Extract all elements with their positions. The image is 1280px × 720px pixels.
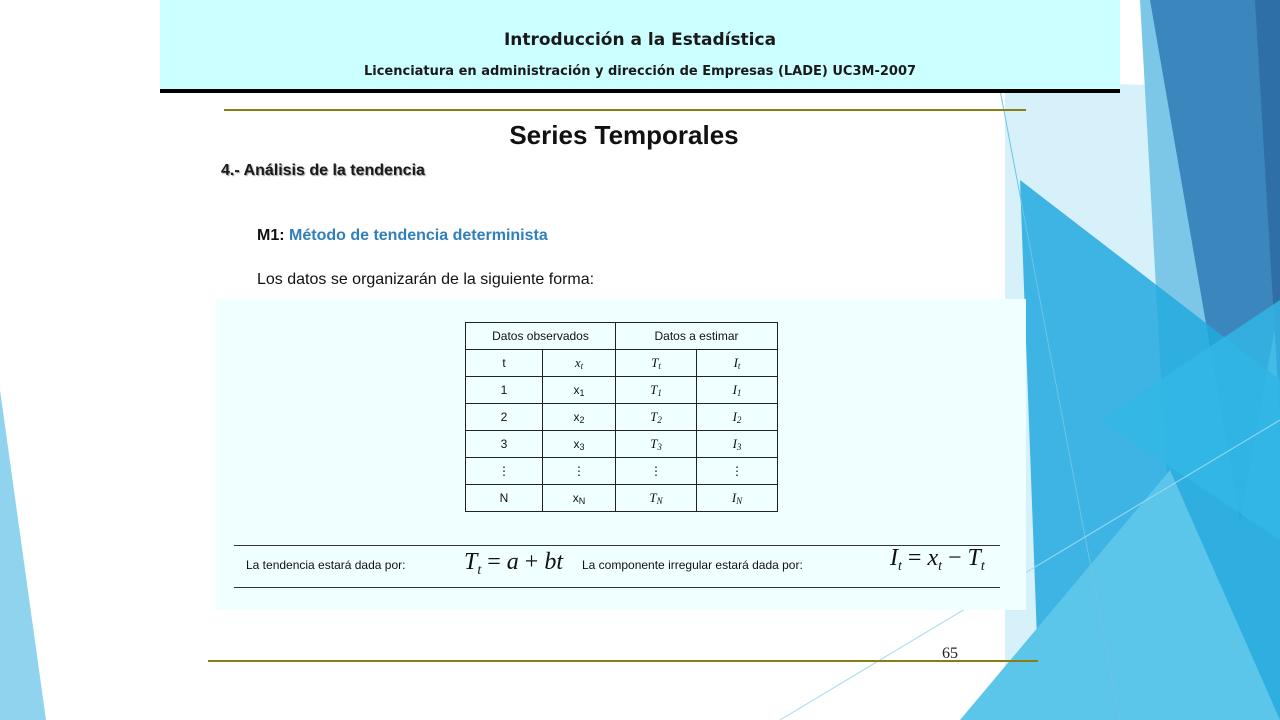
page-number: 65 — [942, 645, 958, 662]
section-heading: 4.- Análisis de la tendencia — [221, 162, 425, 179]
cell-irregular: $I_2$ — [697, 404, 778, 431]
cell-x: $x_N$ — [543, 485, 616, 512]
table-header-row — [466, 323, 778, 350]
header-rule — [160, 89, 1120, 93]
cell-irregular: $I_1$ — [697, 377, 778, 404]
left-edge-shape — [0, 390, 46, 720]
cell-vdots: ⋮ — [543, 458, 616, 485]
table-row — [466, 377, 778, 404]
formula-bottom-rule — [234, 587, 1000, 588]
symbol-irregular: $I_t$ — [697, 350, 778, 377]
trend-formula: $T_t = a$ + bt — [464, 549, 564, 578]
header-estimate: Datos a estimar — [616, 323, 778, 350]
cell-x: $x_3$ — [543, 431, 616, 458]
table-row — [466, 404, 778, 431]
cell-trend: $T_1$ — [616, 377, 697, 404]
table-symbol-row — [466, 350, 778, 377]
cell-trend: $T_2$ — [616, 404, 697, 431]
cell-vdots: ⋮ — [697, 458, 778, 485]
cell-t: 1 — [466, 377, 543, 404]
symbol-time: t — [466, 350, 543, 377]
table-row-ellipsis — [466, 458, 778, 485]
cell-irregular: $I_N$ — [697, 485, 778, 512]
method-key: M1: — [257, 227, 285, 244]
cell-trend: $T_3$ — [616, 431, 697, 458]
course-subtitle: Licenciatura en administración y dirección de Empresas (LADE) UC3M-2007 — [363, 64, 917, 79]
symbol-obs: $x_t$ — [543, 350, 616, 377]
cell-t: 3 — [466, 431, 543, 458]
trend-label: La tendencia estará dada por: — [246, 558, 406, 572]
bottom-olive-rule — [208, 660, 1038, 662]
method-line — [257, 227, 548, 245]
cell-x: $x_2$ — [543, 404, 616, 431]
table-row — [466, 485, 778, 512]
top-olive-rule — [224, 109, 1026, 111]
cell-irregular: $I_3$ — [697, 431, 778, 458]
header-observed: Datos observados — [466, 323, 616, 350]
method-name: Método de tendencia determinista — [289, 227, 548, 244]
cell-t: N — [466, 485, 543, 512]
cell-t: 2 — [466, 404, 543, 431]
cell-x: $x_1$ — [543, 377, 616, 404]
formula-top-rule — [234, 545, 1000, 546]
irregular-formula: $I_t = x_t - T_t$ — [890, 545, 985, 574]
data-table — [465, 322, 778, 512]
symbol-trend: $T_t$ — [616, 350, 697, 377]
cell-vdots: ⋮ — [616, 458, 697, 485]
cell-trend: $T_N$ — [616, 485, 697, 512]
table-row — [466, 431, 778, 458]
cell-vdots: ⋮ — [466, 458, 543, 485]
slide-title: Series Temporales — [509, 120, 739, 150]
intro-text: Los datos se organizarán de la siguiente forma: — [257, 271, 595, 288]
course-title: Introducción a la Estadística — [503, 30, 777, 50]
irregular-label: La componente irregular estará dada por: — [582, 558, 803, 572]
